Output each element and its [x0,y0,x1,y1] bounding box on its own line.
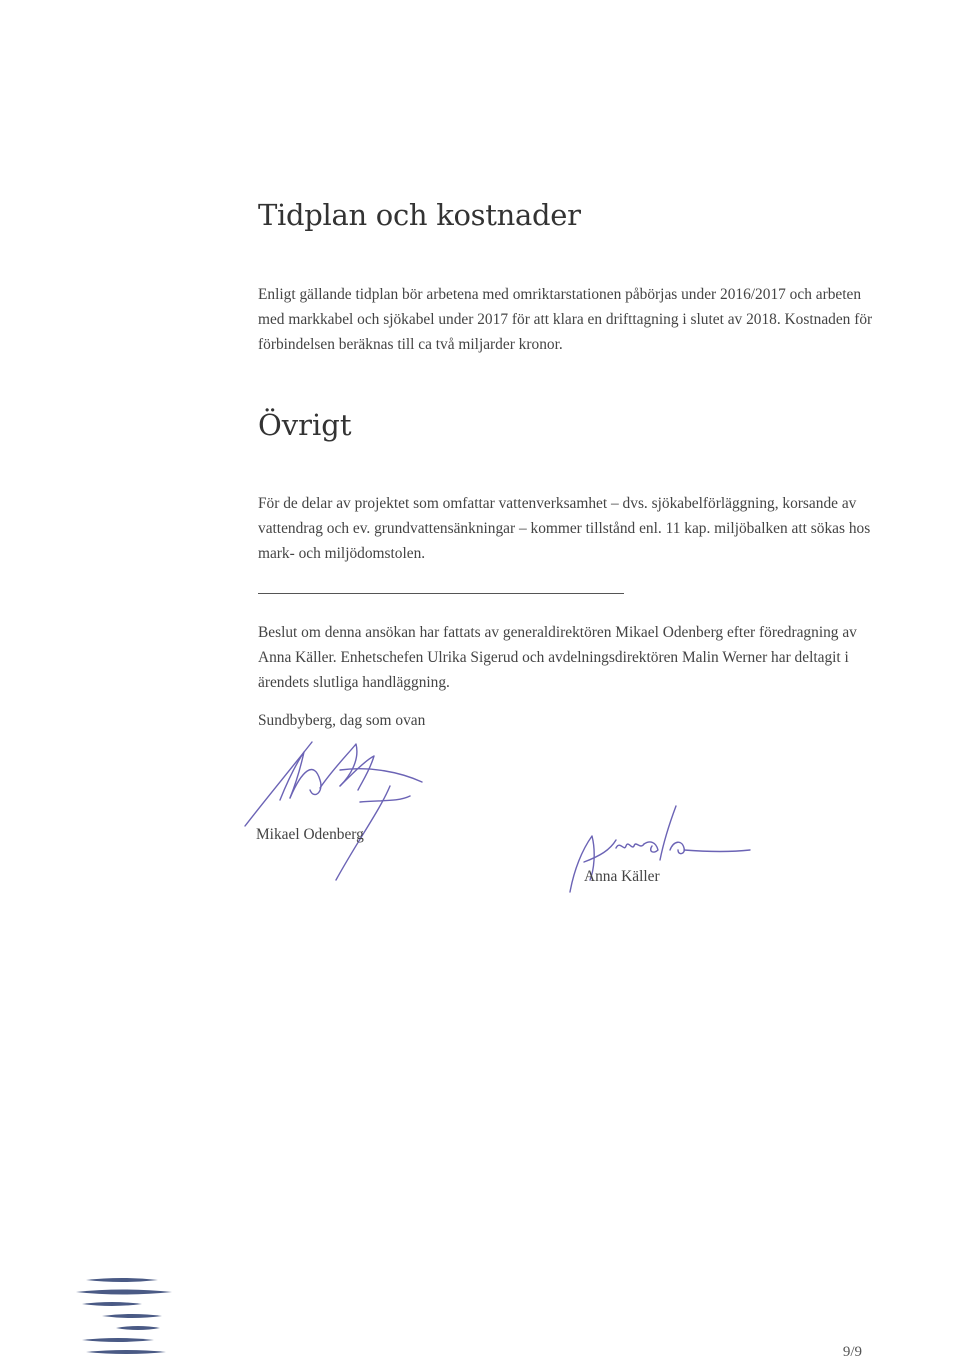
heading-schedule-costs: Tidplan och kostnader [258,198,581,232]
paragraph-decision: Beslut om denna ansökan har fattats av generaldirektören Mikael Odenberg efter föredragning av Anna Käller. Enhetschefen Ulrika Sigerud och avdelningsdirektören Malin Werner har deltagit i ärendets slutliga handläggning. [258,624,857,691]
paragraph-schedule-costs: Enligt gällande tidplan bör arbetena med omriktarstationen påbörjas under 2016/2017 och arbeten med markkabel och sjökabel under 2017 för att klara en drifttagning i slutet av 2018. Kostnaden för förbindelsen beräknas till ca två miljarder kronor. [258,286,873,353]
signatory-name-anna-kaller: Anna Käller [584,868,660,885]
page-number: 9/9 [842,1344,862,1360]
section-divider [258,593,624,594]
signature-mikael-odenberg [240,730,440,890]
heading-other: Övrigt [258,408,352,442]
organization-logo-icon [72,1270,182,1362]
place-date-line: Sundbyberg, dag som ovan [258,712,426,729]
signatory-name-mikael-odenberg: Mikael Odenberg [256,826,364,843]
paragraph-other: För de delar av projektet som omfattar vattenverksamhet – dvs. sjökabelförläggning, korsande av vattendrag och ev. grundvattensänkningar – kommer tillstånd enl. 11 kap. miljöbalken att sökas hos mark- och miljödomstolen. [258,495,871,562]
